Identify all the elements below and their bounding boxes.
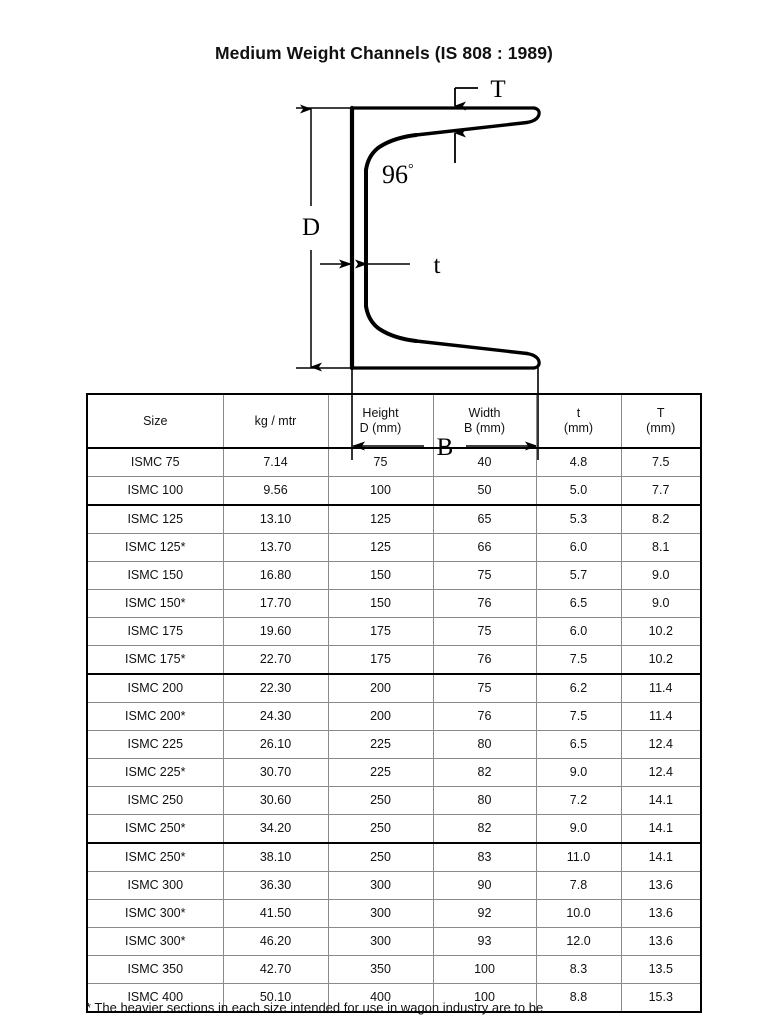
cell-web-thickness: 5.0 [536,477,621,506]
table-row [87,448,701,477]
header-line1: Width [468,406,501,421]
cell-flange-thickness: 7.7 [621,477,701,506]
cell-weight: 7.14 [223,448,328,477]
cell-weight: 22.30 [223,674,328,703]
cell-size: ISMC 125 [87,505,223,534]
dimension-label-web-thickness: t [433,252,441,279]
cell-width: 76 [433,646,536,675]
cell-weight: 26.10 [223,731,328,759]
table-row [87,703,701,731]
table-row [87,815,701,844]
cell-height: 250 [328,815,433,844]
table-header-row [87,394,701,448]
cell-height: 300 [328,928,433,956]
cell-web-thickness: 5.3 [536,505,621,534]
cell-flange-thickness: 11.4 [621,703,701,731]
cell-size: ISMC 225 [87,731,223,759]
cell-width: 75 [433,562,536,590]
cell-web-thickness: 7.5 [536,646,621,675]
cell-width: 66 [433,534,536,562]
cell-height: 100 [328,477,433,506]
cell-weight: 38.10 [223,843,328,872]
cell-flange-thickness: 14.1 [621,843,701,872]
cell-width: 82 [433,815,536,844]
page-title: Medium Weight Channels (IS 808 : 1989) [214,43,553,63]
cell-weight: 17.70 [223,590,328,618]
cell-web-thickness: 9.0 [536,815,621,844]
header-line2: (mm) [646,421,676,435]
table-row [87,562,701,590]
cell-weight: 30.70 [223,759,328,787]
table-row [87,872,701,900]
cell-web-thickness: 11.0 [536,843,621,872]
cell-flange-thickness: 8.2 [621,505,701,534]
table-row [87,928,701,956]
cell-weight: 16.80 [223,562,328,590]
cell-flange-thickness: 10.2 [621,618,701,646]
cell-web-thickness: 4.8 [536,448,621,477]
dimension-label-flange-thickness: T [490,76,506,103]
table-row [87,477,701,506]
cell-width: 82 [433,759,536,787]
cell-width: 80 [433,787,536,815]
column-header-weight [223,394,328,448]
table-row [87,956,701,984]
cell-web-thickness: 7.5 [536,703,621,731]
cell-width: 83 [433,843,536,872]
cell-weight: 19.60 [223,618,328,646]
header-line2: B (mm) [464,421,505,435]
cell-flange-thickness: 7.5 [621,448,701,477]
cell-size: ISMC 200 [87,674,223,703]
cell-width: 40 [433,448,536,477]
cell-weight: 24.30 [223,703,328,731]
cell-width: 50 [433,477,536,506]
cell-size: ISMC 300 [87,872,223,900]
cell-flange-thickness: 15.3 [621,984,701,1013]
cell-size: ISMC 75 [87,448,223,477]
cell-flange-thickness: 8.1 [621,534,701,562]
column-header-width [433,394,536,448]
dimension-flange-thickness [455,88,478,163]
cell-height: 175 [328,618,433,646]
cell-flange-thickness: 13.6 [621,872,701,900]
header-line1: kg / mtr [254,413,297,428]
header-line1: Size [143,413,168,428]
cell-flange-thickness: 14.1 [621,815,701,844]
dimension-label-width: B [436,434,454,461]
cell-size: ISMC 150 [87,562,223,590]
cell-weight: 50.10 [223,984,328,1013]
header-line2: (mm) [563,421,594,435]
cell-weight: 30.60 [223,787,328,815]
cell-width: 75 [433,674,536,703]
cell-height: 300 [328,900,433,928]
table-row [87,534,701,562]
table-row [87,618,701,646]
cell-flange-thickness: 13.6 [621,928,701,956]
column-header-height [328,394,433,448]
cell-weight: 13.70 [223,534,328,562]
cell-web-thickness: 8.3 [536,956,621,984]
dimension-label-depth: D [301,214,321,241]
table-row [87,787,701,815]
cell-size: ISMC 150* [87,590,223,618]
table-body [87,394,701,1012]
column-header-flange-thickness [621,394,701,448]
cell-flange-thickness: 13.6 [621,900,701,928]
cell-size: ISMC 200* [87,703,223,731]
cell-size: ISMC 175 [87,618,223,646]
cell-web-thickness: 6.0 [536,618,621,646]
cell-width: 76 [433,703,536,731]
table-row [87,759,701,787]
cell-width: 92 [433,900,536,928]
cell-web-thickness: 6.0 [536,534,621,562]
cell-height: 75 [328,448,433,477]
cell-size: ISMC 250 [87,787,223,815]
cell-height: 225 [328,759,433,787]
cell-size: ISMC 125* [87,534,223,562]
cell-height: 250 [328,843,433,872]
cell-web-thickness: 9.0 [536,759,621,787]
cell-web-thickness: 5.7 [536,562,621,590]
cell-weight: 22.70 [223,646,328,675]
cell-weight: 34.20 [223,815,328,844]
table-row [87,674,701,703]
column-header-size [87,394,223,448]
cell-width: 80 [433,731,536,759]
cell-height: 150 [328,590,433,618]
cell-size: ISMC 250* [87,815,223,844]
angle-label-96-degrees: 96° [382,160,414,189]
column-header-web-thickness [536,394,621,448]
table-row [87,646,701,675]
cell-web-thickness: 10.0 [536,900,621,928]
table-row [87,505,701,534]
cell-weight: 13.10 [223,505,328,534]
cell-size: ISMC 350 [87,956,223,984]
cell-height: 200 [328,674,433,703]
cell-height: 300 [328,872,433,900]
cell-width: 75 [433,618,536,646]
cell-web-thickness: 6.5 [536,731,621,759]
cell-height: 200 [328,703,433,731]
cell-flange-thickness: 12.4 [621,759,701,787]
channel-profile-outline [352,108,539,368]
cell-flange-thickness: 12.4 [621,731,701,759]
cell-web-thickness: 12.0 [536,928,621,956]
cell-size: ISMC 225* [87,759,223,787]
cell-weight: 41.50 [223,900,328,928]
cell-weight: 9.56 [223,477,328,506]
cell-width: 93 [433,928,536,956]
cell-flange-thickness: 11.4 [621,674,701,703]
cell-height: 150 [328,562,433,590]
cell-flange-thickness: 9.0 [621,590,701,618]
cell-size: ISMC 250* [87,843,223,872]
cell-size: ISMC 400 [87,984,223,1013]
cell-web-thickness: 6.2 [536,674,621,703]
cell-height: 175 [328,646,433,675]
table-row [87,900,701,928]
cell-weight: 42.70 [223,956,328,984]
cell-web-thickness: 7.8 [536,872,621,900]
table-row [87,843,701,872]
cell-width: 100 [433,984,536,1013]
cell-height: 125 [328,534,433,562]
header-line2: D (mm) [359,421,402,435]
cell-weight: 46.20 [223,928,328,956]
cell-flange-thickness: 14.1 [621,787,701,815]
cell-width: 90 [433,872,536,900]
table-row [87,731,701,759]
cell-width: 65 [433,505,536,534]
header-line1: Height [362,406,399,421]
cell-height: 225 [328,731,433,759]
cell-size: ISMC 175* [87,646,223,675]
cell-flange-thickness: 13.5 [621,956,701,984]
cell-height: 350 [328,956,433,984]
table-row [87,590,701,618]
footnote: * The heavier sections in each size intended for use in wagon industry are to be [86,1000,544,1015]
cell-web-thickness: 7.2 [536,787,621,815]
header-line1: t [576,406,581,421]
channel-dimensions-table [86,393,702,1013]
cell-size: ISMC 300* [87,928,223,956]
cell-weight: 36.30 [223,872,328,900]
header-line1: T [656,406,665,421]
cell-flange-thickness: 10.2 [621,646,701,675]
cell-size: ISMC 300* [87,900,223,928]
cell-web-thickness: 8.8 [536,984,621,1013]
cell-height: 250 [328,787,433,815]
cell-height: 400 [328,984,433,1013]
cell-web-thickness: 6.5 [536,590,621,618]
cell-size: ISMC 100 [87,477,223,506]
cell-width: 100 [433,956,536,984]
cell-flange-thickness: 9.0 [621,562,701,590]
cell-height: 125 [328,505,433,534]
cell-width: 76 [433,590,536,618]
